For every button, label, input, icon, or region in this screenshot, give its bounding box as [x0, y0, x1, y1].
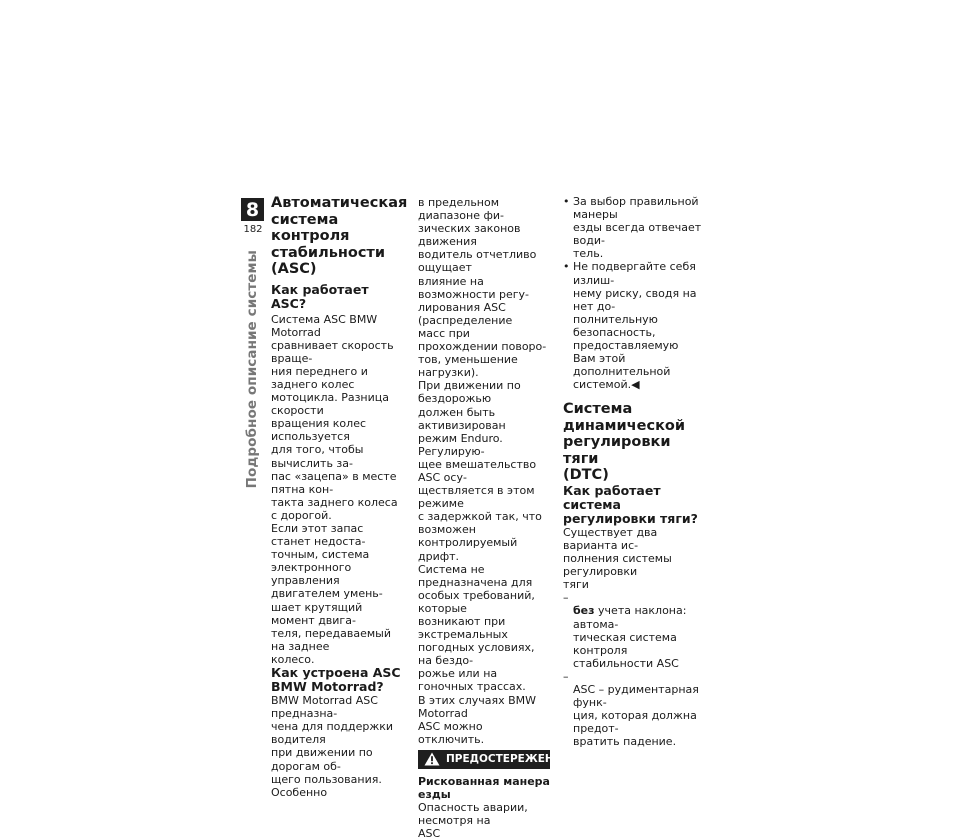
bullet-item: • За выбор правильной манеры езды всегда отвечает води- тель.	[563, 195, 703, 260]
warning-label: ПРЕДОСТЕРЕЖЕНИЕ	[446, 752, 570, 765]
warning-text: Опасность аварии, несмотря на ASC	[418, 801, 528, 840]
dash-marker: –	[563, 669, 569, 683]
heading-dtc: Система динамической регулировки тяги (DTC)	[563, 401, 686, 484]
warning-title: Рискованная манера езды	[418, 774, 550, 802]
dash-marker: –	[563, 591, 569, 605]
warning-bar	[418, 750, 570, 769]
heading-asc: Автоматическая система контроля стабильности (ASC)	[271, 195, 408, 277]
paragraph-dtc-intro: Существует два варианта ис- полнения системы регулировки тяги	[563, 525, 672, 592]
section-title-vertical	[240, 250, 264, 489]
dash-item	[563, 670, 703, 749]
paragraph-how-asc-works: Система ASC BMW Motorrad сравнивает скорость враще- ния переднего и заднего колес мотоцикла. Разница скорости вращения колес используется для того, чтобы вычислить за- пас «зацепа» в месте пятна кон- такта заднего колеса с дорогой. Если этот запас станет недоста- точным, система электронного управления двигателем умень- шает крутящий момент двига- теля, передаваемый на заднее колесо.	[271, 312, 398, 666]
column-2	[418, 196, 570, 840]
bullet-item: • Не подвергайте себя излиш- нему риску, сводя на нет до- полнительную безопасность, предоставляемую Вам этой дополнительной системой.◀	[563, 260, 703, 391]
chapter-number: 8	[245, 198, 260, 221]
subheading-how-dtc-works: Как работает система регулировки тяги?	[563, 482, 698, 526]
column-1	[271, 195, 406, 799]
dash-item-bold: без	[573, 604, 595, 618]
dash-item	[563, 591, 703, 670]
subheading-how-asc-works: Как работает ASC?	[271, 281, 369, 311]
page-number: 182	[243, 224, 263, 235]
section-title: Подробное описание системы	[244, 250, 260, 489]
chapter-number-box	[241, 198, 264, 221]
dash-item-text: ASC – рудиментарная функ- ция, которая должна предот- вратить падение.	[573, 683, 699, 749]
paragraph-how-asc-built: ВМW Motorrad ASC предназна- чена для поддержки водителя при движении по дорогам об- щего пользования. Особенно	[271, 694, 394, 799]
subheading-how-asc-built: Как устроена ASC BMW Motorrad?	[271, 665, 401, 695]
dash-item-text: учета наклона: автома- тическая система контроля стабильности ASC	[573, 604, 687, 670]
warning-triangle-icon	[424, 752, 440, 766]
column-3	[563, 195, 703, 749]
paragraph-continued: в предельном диапазоне фи- зических законов движения водитель отчетливо ощущает влияние на возможности регу- лирования ASC (распределение масс при прохождении поворо- тов, уменьшение нагрузки). При движении по бездорожью должен быть активизирован режим Enduro. Регулирую- щее вмешательство ASC осу- ществляется в этом режиме с задержкой так, что возможен контролируемый дрифт. Система не предназначена для особых требований, которые возникают при экстремальных погодных условиях, на бездо- рожье или на гоночных трассах. В этих случаях BMW Motorrad ASC можно отключить.	[418, 196, 547, 746]
